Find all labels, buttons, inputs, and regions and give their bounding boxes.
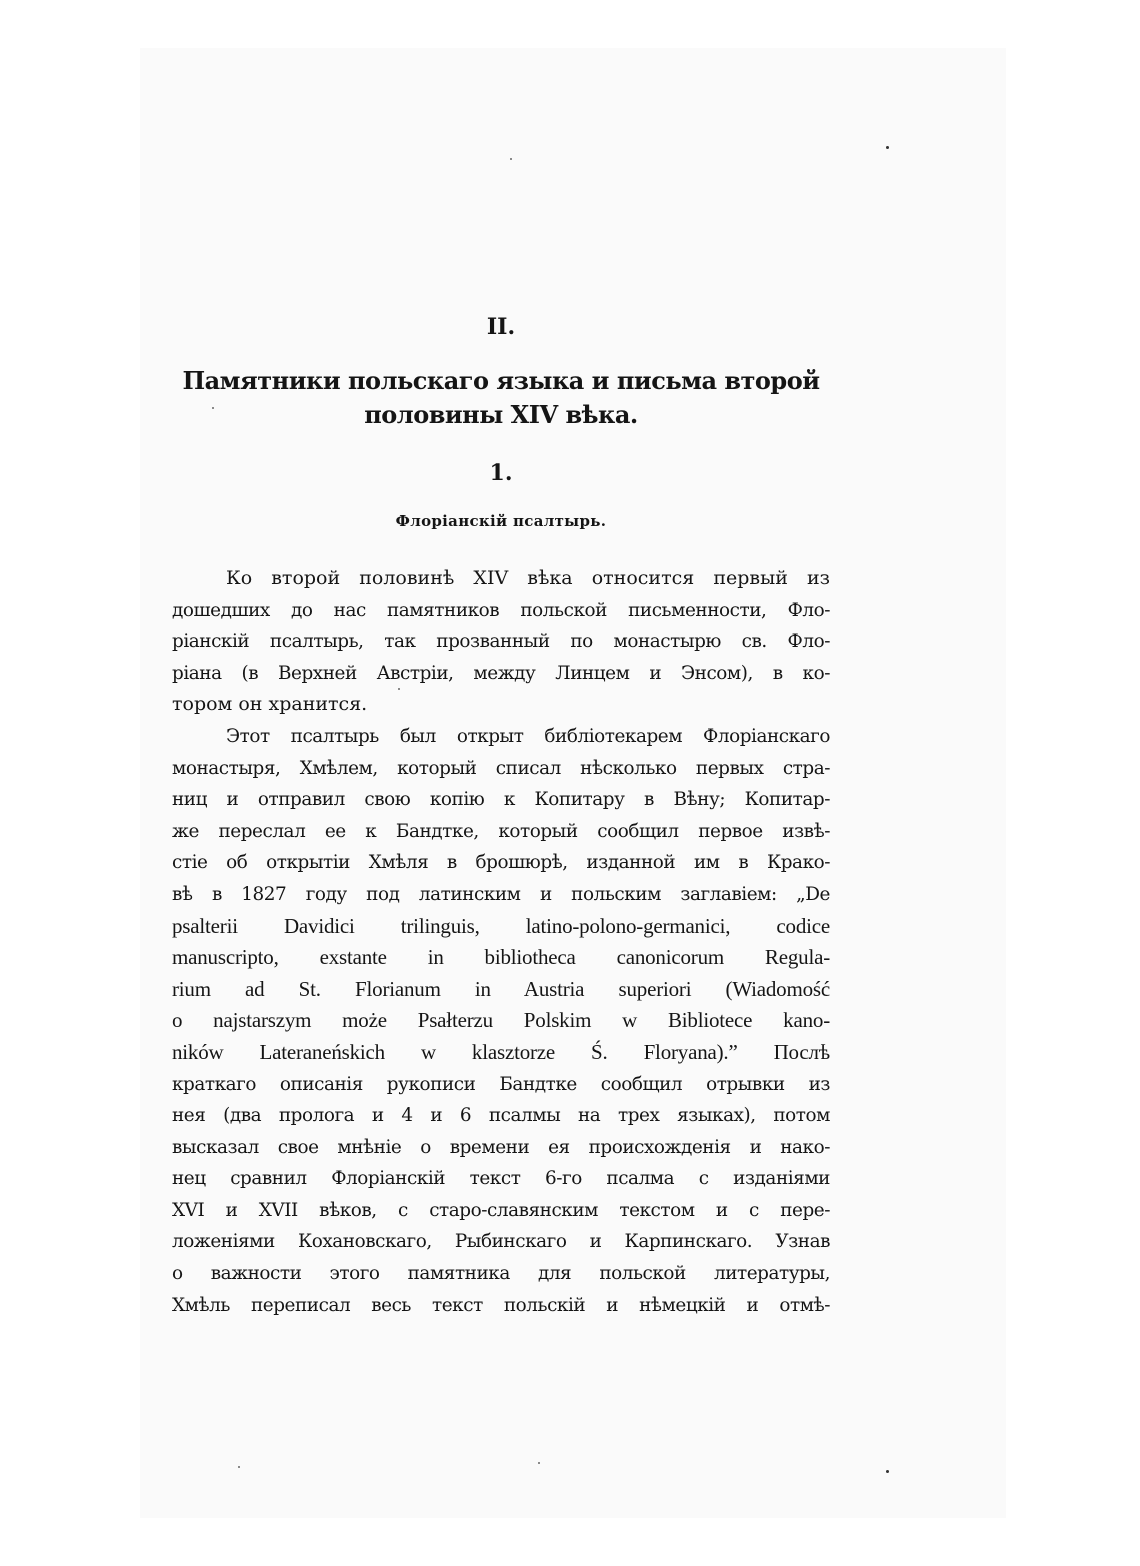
- text-line: Хмѣль переписал весь текст польскій и нѣмецкій и отмѣ-: [172, 1294, 830, 1316]
- text-line: XVI и XVII вѣков, с старо-славянским текстом и с пере-: [172, 1199, 830, 1221]
- body-text: [172, 563, 830, 1321]
- text-line: Ко второй половинѣ XIV вѣка относится первый из: [226, 567, 830, 589]
- chapter-title: [172, 364, 830, 432]
- scan-speck: [238, 1466, 240, 1468]
- text-line: ниц и отправил свою копію к Копитару в Вѣну; Копитар-: [172, 789, 830, 811]
- subsection-number: 1.: [489, 460, 513, 486]
- text-line: ników Lateraneńskich w klasztorze Ś. Floryana).” Послѣ: [172, 1039, 830, 1064]
- text-line: psalterii Davidici trilinguis, latino-polono-germanici, codice: [172, 913, 830, 938]
- chapter-title-line: Памятники польскаго языка и письма второй: [182, 366, 820, 395]
- text-line: o najstarszym może Psałterzu Polskim w Bibliotece kano-: [172, 1008, 830, 1033]
- text-line: же переслал ее к Бандтке, который сообщил первое извѣ-: [172, 820, 830, 842]
- text-line: краткаго описанія рукописи Бандтке сообщил отрывки из: [172, 1073, 830, 1095]
- text-line: вѣ в 1827 году под латинским и польским заглавіем: „De: [172, 883, 830, 905]
- scan-speck: [886, 146, 889, 149]
- scan-speck: [510, 158, 512, 160]
- scan-speck: [886, 1470, 889, 1473]
- text-line: Этот псалтырь был открыт библіотекарем Флоріанскаго: [226, 725, 830, 747]
- subsection-title: Флоріанскій псалтырь.: [395, 512, 607, 530]
- text-line: ріана (в Верхней Австріи, между Линцем и Энсом), в ко-: [172, 662, 830, 684]
- text-line: нец сравнил Флоріанскій текст 6-го псалма с изданіями: [172, 1168, 830, 1190]
- text-line: монастыря, Хмѣлем, который списал нѣсколько первых стра-: [172, 757, 830, 779]
- paragraph: [172, 721, 830, 1321]
- paragraph: [172, 563, 830, 721]
- text-line: стіе об открытіи Хмѣля в брошюрѣ, изданной им в Крако-: [172, 852, 830, 874]
- section-number: II.: [486, 314, 516, 340]
- text-line: ріанскій псалтырь, так прозванный по монастырю св. Фло-: [172, 631, 830, 653]
- text-line: rium ad St. Florianum in Austria superiori (Wiadomość: [172, 976, 830, 1001]
- text-line: manuscripto, exstante in bibliotheca canonicorum Regula-: [172, 945, 830, 970]
- text-line: нея (два пролога и 4 и 6 псалмы на трех языках), потом: [172, 1105, 830, 1127]
- chapter-title-line: половины XIV вѣка.: [364, 400, 638, 429]
- text-line: высказал свое мнѣніе о времени ея происхожденія и нако-: [172, 1136, 830, 1158]
- text-line: о важности этого памятника для польской литературы,: [172, 1263, 830, 1285]
- text-line: ложеніями Кохановскаго, Рыбинскаго и Карпинскаго. Узнав: [172, 1231, 830, 1253]
- scan-speck: [538, 1462, 540, 1464]
- text-line: дошедших до нас памятников польской письменности, Фло-: [172, 599, 830, 621]
- text-line: тором он хранится.: [172, 693, 368, 716]
